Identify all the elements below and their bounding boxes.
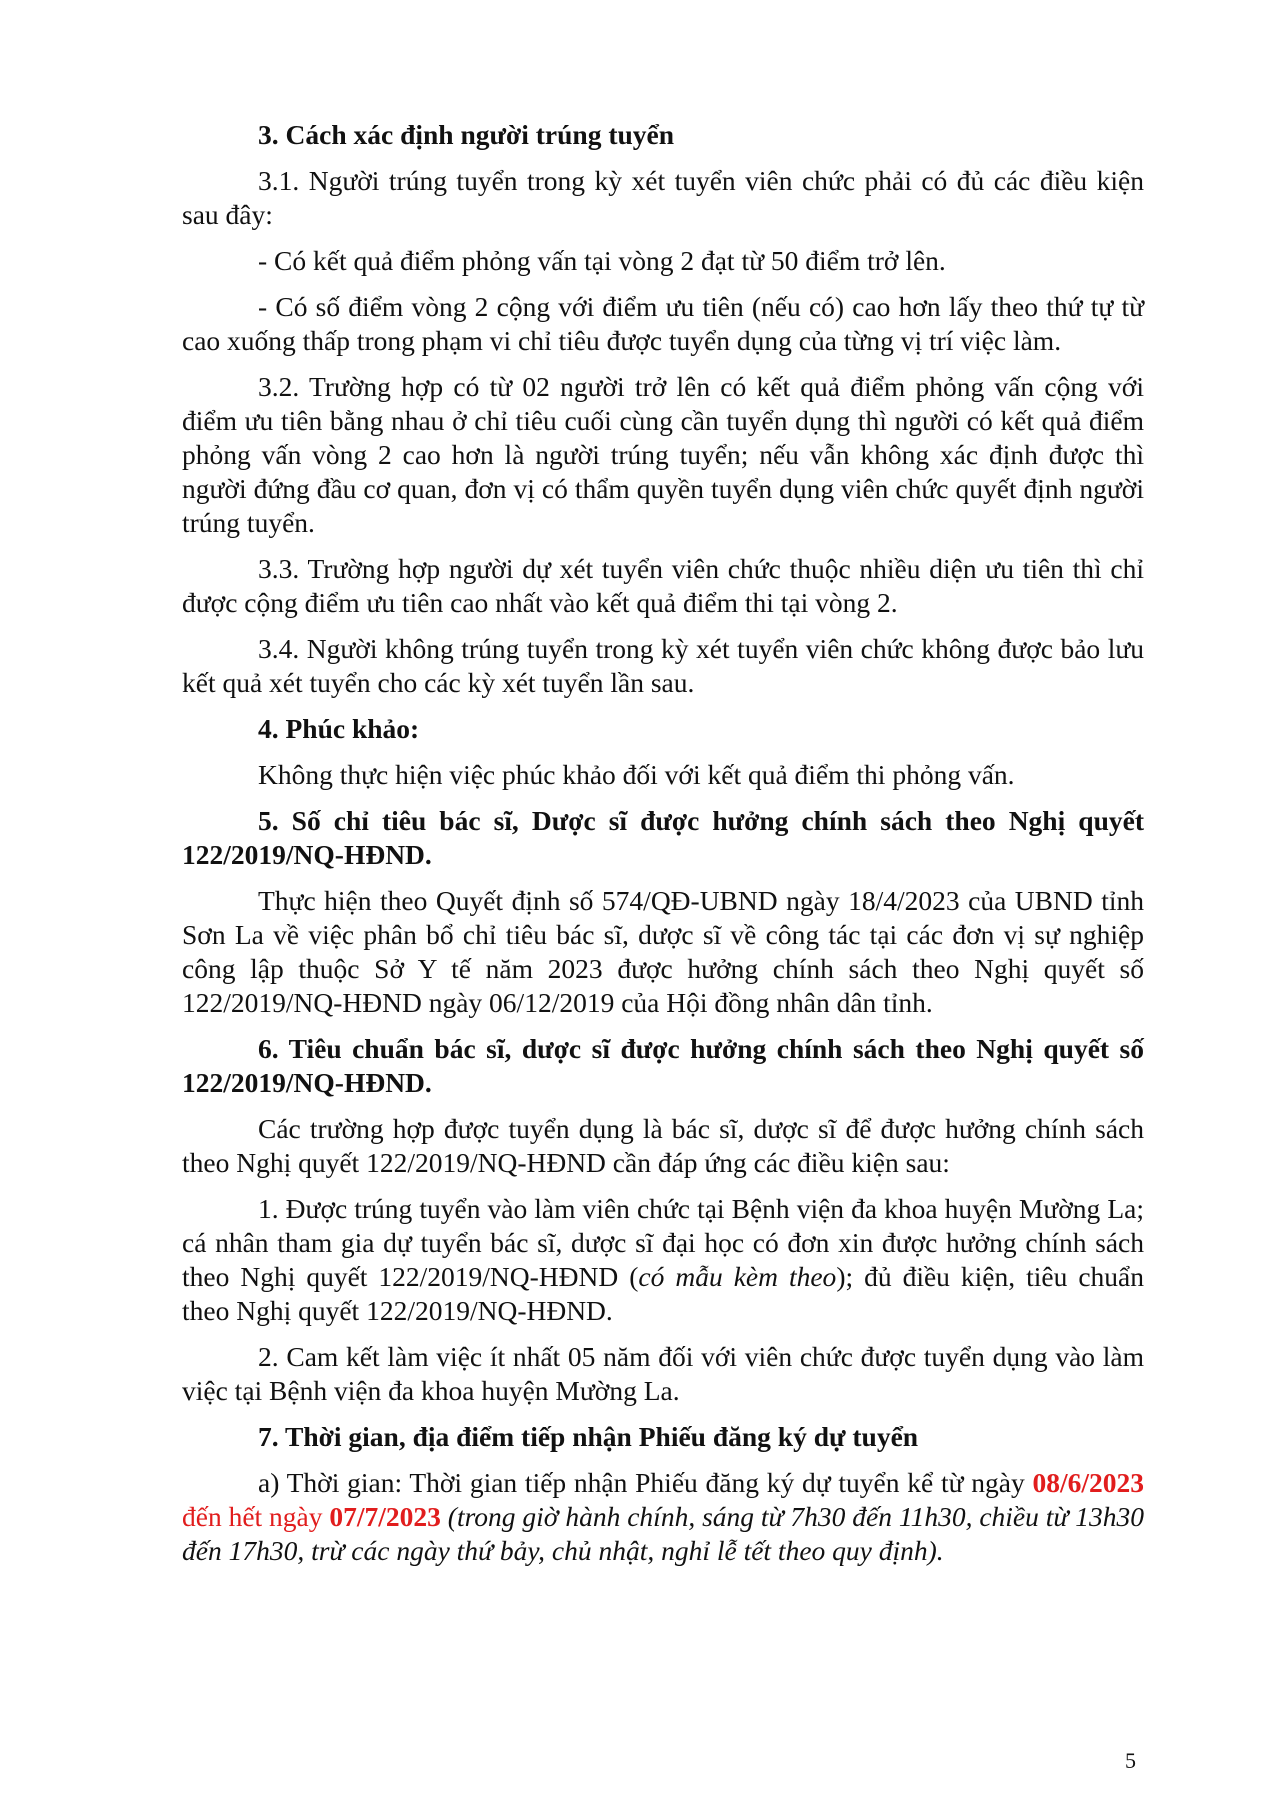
end-date: 07/7/2023 [329,1501,441,1532]
page-body [182,118,1144,1580]
s7-mid: đến hết ngày [182,1501,330,1532]
section-6-item-1 [182,1192,1144,1328]
bullet-2: - Có số điểm vòng 2 cộng với điểm ưu tiên (nếu có) cao hơn lấy theo thứ tự từ cao xuống thấp trong phạm vi chỉ tiêu được tuyển dụng của từng vị trí việc làm. [182,291,1144,356]
page-number: 5 [1125,1748,1136,1773]
paragraph-3-4: 3.4. Người không trúng tuyển trong kỳ xét tuyển viên chức không được bảo lưu kết quả xét tuyển cho các kỳ xét tuyển lần sau. [182,633,1144,698]
section-5-heading: 5. Số chỉ tiêu bác sĩ, Dược sĩ được hưởng chính sách theo Nghị quyết 122/2019/NQ-HĐND. [182,805,1144,870]
start-date: 08/6/2023 [1032,1467,1144,1498]
paragraph-3-2: 3.2. Trường hợp có từ 02 người trở lên có kết quả điểm phỏng vấn cộng với điểm ưu tiên bằng nhau ở chỉ tiêu cuối cùng cần tuyển dụng thì người có kết quả điểm phỏng vấn vòng 2 cao hơn là người trúng tuyển; nếu vẫn không xác định được thì người đứng đầu cơ quan, đơn vị có thẩm quyền tuyển dụng viên chức quyết định người trúng tuyển. [182,371,1144,538]
item-1-text-a: 1. Được trúng tuyển vào làm viên chức tại Bệnh viện đa khoa huyện Mường La; cá nhân tham gia dự tuyển bác sĩ, dược sĩ đại học có đơn xin được hưởng chính sách theo Nghị quyết 122/2019/NQ-HĐND ( [182,1193,1144,1292]
s7-suffix: (trong giờ hành chính, sáng từ 7h30 đến 11h30, chiều từ 13h30 đến 17h30, trừ các ngày thứ bảy, chủ nhật, nghỉ lễ tết theo quy định). [182,1501,1145,1566]
section-4-heading: 4. Phúc khảo: [258,713,420,744]
section-3-heading: 3. Cách xác định người trúng tuyển [258,119,675,150]
paragraph-3-3: 3.3. Trường hợp người dự xét tuyển viên chức thuộc nhiều diện ưu tiên thì chỉ được cộng điểm ưu tiên cao nhất vào kết quả điểm thi tại vòng 2. [182,553,1144,618]
section-5-text: Thực hiện theo Quyết định số 574/QĐ-UBND ngày 18/4/2023 của UBND tỉnh Sơn La về việc phân bổ chỉ tiêu bác sĩ, dược sĩ về công tác tại các đơn vị sự nghiệp công lập thuộc Sở Y tế năm 2023 được hưởng chính sách theo Nghị quyết số 122/2019/NQ-HĐND ngày 06/12/2019 của Hội đồng nhân dân tỉnh. [182,885,1144,1018]
item-1-italic: có mẫu kèm theo [638,1261,837,1292]
paragraph-3-1: 3.1. Người trúng tuyển trong kỳ xét tuyển viên chức phải có đủ các điều kiện sau đây: [182,165,1144,230]
bullet-1: - Có kết quả điểm phỏng vấn tại vòng 2 đạt từ 50 điểm trở lên. [258,245,946,276]
s7-a-prefix: a) Thời gian: Thời gian tiếp nhận Phiếu đăng ký dự tuyển kể từ ngày [258,1467,1033,1498]
item-1-text-b: ); đủ điều kiện, tiêu chuẩn theo Nghị quyết 122/2019/NQ-HĐND. [182,1261,1145,1326]
section-6-item-2: 2. Cam kết làm việc ít nhất 05 năm đối với viên chức được tuyển dụng vào làm việc tại Bệnh viện đa khoa huyện Mường La. [182,1341,1144,1406]
section-6-heading: 6. Tiêu chuẩn bác sĩ, dược sĩ được hưởng chính sách theo Nghị quyết số 122/2019/NQ-HĐND. [182,1033,1144,1098]
section-7-heading: 7. Thời gian, địa điểm tiếp nhận Phiếu đăng ký dự tuyển [258,1421,919,1452]
section-7-a [182,1466,1144,1568]
section-4-text: Không thực hiện việc phúc khảo đối với kết quả điểm thi phỏng vấn. [258,759,1015,790]
section-6-intro: Các trường hợp được tuyển dụng là bác sĩ, dược sĩ để được hưởng chính sách theo Nghị quyết 122/2019/NQ-HĐND cần đáp ứng các điều kiện sau: [182,1113,1144,1178]
